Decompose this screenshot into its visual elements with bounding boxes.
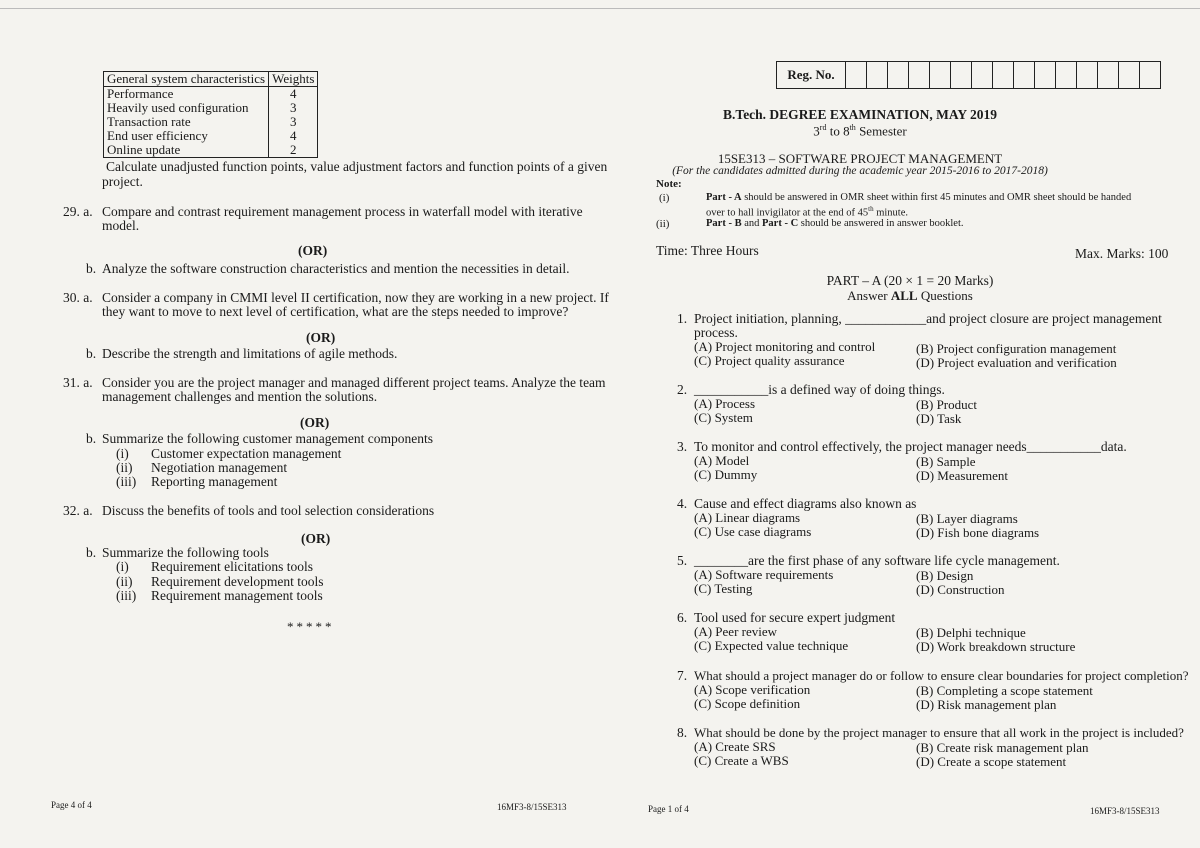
option-a: (A) Scope verification xyxy=(694,682,811,697)
option-b: (B) Project configuration management xyxy=(916,341,1117,356)
table-cell: Heavily used configuration xyxy=(104,101,269,115)
q30a-number: 30. a. xyxy=(63,290,93,305)
question-text: Tool used for secure expert judgment xyxy=(694,610,896,625)
question-number: 2. xyxy=(677,382,688,397)
note-number: (ii) xyxy=(656,218,670,230)
table-row xyxy=(104,87,318,102)
list-item-number: (ii) xyxy=(116,460,133,475)
list-item-number: (iii) xyxy=(116,588,137,603)
table-row xyxy=(104,129,318,143)
note-label: Note: xyxy=(656,178,682,190)
option-c: (C) Testing xyxy=(694,581,753,596)
option-c: (C) Use case diagrams xyxy=(694,524,812,539)
q31a-text: Consider you are the project manager and managed different project teams. Analyze the team xyxy=(102,375,606,390)
option-d: (D) Project evaluation and verification xyxy=(916,355,1117,370)
reg-no-cell xyxy=(1035,62,1056,88)
option-c: (C) Expected value technique xyxy=(694,638,849,653)
question-text: To monitor and control effectively, the project manager needs___________data. xyxy=(694,439,1127,454)
option-c: (C) System xyxy=(694,410,753,425)
question-number: 7. xyxy=(677,668,688,683)
table-cell: Online update xyxy=(104,143,269,158)
footer-code: 16MF3-8/15SE313 xyxy=(497,802,567,812)
list-item: Requirement development tools xyxy=(151,574,324,589)
q29a-number: 29. a. xyxy=(63,204,93,219)
q29a-text: Compare and contrast requirement management process in waterfall model with iterative xyxy=(102,204,583,219)
table-cell: 3 xyxy=(269,101,318,115)
question-text: What should a project manager do or follow to ensure clear boundaries for project completion? xyxy=(694,668,1189,683)
q28-text-cont: project. xyxy=(102,174,143,189)
q31b-number: b. xyxy=(86,431,97,446)
table-row xyxy=(104,101,318,115)
table-cell: 4 xyxy=(269,129,318,143)
table-cell: Transaction rate xyxy=(104,115,269,129)
note-text-cont: over to hall invigilator at the end of 45th minute. xyxy=(706,205,908,219)
q31a-text-cont: management challenges and mention the solutions. xyxy=(102,389,378,404)
option-b: (B) Design xyxy=(916,568,974,583)
note-text: Part - A should be answered in OMR sheet within first 45 minutes and OMR sheet should be handed xyxy=(706,192,1132,203)
table-row xyxy=(104,115,318,129)
reg-no-box xyxy=(776,61,1161,89)
course-title: 15SE313 – SOFTWARE PROJECT MANAGEMENT xyxy=(717,151,1003,166)
q32a-number: 32. a. xyxy=(63,503,93,518)
question-number: 3. xyxy=(677,439,688,454)
list-item: Negotiation management xyxy=(151,460,288,475)
option-b: (B) Delphi technique xyxy=(916,625,1026,640)
q30b-text: Describe the strength and limitations of agile methods. xyxy=(102,346,398,361)
list-item: Customer expectation management xyxy=(151,446,342,461)
reg-no-cell xyxy=(1056,62,1077,88)
table-header-row xyxy=(104,72,318,87)
option-a: (A) Project monitoring and control xyxy=(694,339,876,354)
list-item: Requirement elicitations tools xyxy=(151,559,313,574)
reg-no-cell xyxy=(1140,62,1160,88)
option-c: (C) Project quality assurance xyxy=(694,353,845,368)
question-text-cont: process. xyxy=(694,325,738,340)
reg-no-cell xyxy=(993,62,1014,88)
option-c: (C) Scope definition xyxy=(694,696,801,711)
option-b: (B) Layer diagrams xyxy=(916,511,1018,526)
q29b-number: b. xyxy=(86,261,97,276)
reg-no-cell xyxy=(867,62,888,88)
reg-no-cell xyxy=(972,62,993,88)
list-item-number: (i) xyxy=(116,446,129,461)
question-number: 8. xyxy=(677,725,688,740)
question-text: Project initiation, planning, ____________and project closure are project management xyxy=(694,311,1162,326)
question-text: Cause and effect diagrams also known as xyxy=(694,496,917,511)
question-number: 4. xyxy=(677,496,688,511)
footer-page-number: Page 1 of 4 xyxy=(648,804,689,814)
option-b: (B) Completing a scope statement xyxy=(916,683,1093,698)
question-number: 6. xyxy=(677,610,688,625)
reg-no-label: Reg. No. xyxy=(777,62,846,88)
option-d: (D) Work breakdown structure xyxy=(916,639,1076,654)
option-d: (D) Construction xyxy=(916,582,1005,597)
q32a-text: Discuss the benefits of tools and tool selection considerations xyxy=(102,503,435,518)
footer-page-number: Page 4 of 4 xyxy=(51,800,92,810)
option-d: (D) Task xyxy=(916,411,962,426)
admission-note: (For the candidates admitted during the academic year 2015-2016 to 2017-2018) xyxy=(672,165,1048,177)
question-number: 1. xyxy=(677,311,688,326)
option-c: (C) Create a WBS xyxy=(694,753,789,768)
option-b: (B) Create risk management plan xyxy=(916,740,1089,755)
q31b-text: Summarize the following customer management components xyxy=(102,431,434,446)
table-row xyxy=(104,143,318,158)
reg-no-cell xyxy=(1014,62,1035,88)
answer-all-instruction: Answer ALL Questions xyxy=(847,288,973,303)
time-label: Time: Three Hours xyxy=(656,243,759,258)
table-cell: End user efficiency xyxy=(104,129,269,143)
note-text: Part - B and Part - C should be answered in answer booklet. xyxy=(706,218,964,229)
q31a-number: 31. a. xyxy=(63,375,93,390)
option-c: (C) Dummy xyxy=(694,467,758,482)
question-text: ________are the first phase of any software life cycle management. xyxy=(694,553,1060,568)
q28-text: Calculate unadjusted function points, value adjustment factors and function points of a given xyxy=(106,159,608,174)
option-a: (A) Linear diagrams xyxy=(694,510,801,525)
or-label: (OR) xyxy=(306,330,336,345)
list-item-number: (ii) xyxy=(116,574,133,589)
option-a: (A) Process xyxy=(694,396,756,411)
option-d: (D) Create a scope statement xyxy=(916,754,1067,769)
question-number: 5. xyxy=(677,553,688,568)
table-cell: 2 xyxy=(269,143,318,158)
q30a-text-cont: they want to move to next level of certification, what are the steps needed to improve? xyxy=(102,304,569,319)
reg-no-cell xyxy=(909,62,930,88)
table-cell: 4 xyxy=(269,87,318,102)
option-a: (A) Software requirements xyxy=(694,567,834,582)
list-item-number: (i) xyxy=(116,559,129,574)
q32b-text: Summarize the following tools xyxy=(102,545,269,560)
note-number: (i) xyxy=(659,192,670,204)
option-b: (B) Sample xyxy=(916,454,976,469)
option-a: (A) Create SRS xyxy=(694,739,776,754)
table-cell: 3 xyxy=(269,115,318,129)
option-d: (D) Fish bone diagrams xyxy=(916,525,1040,540)
q30a-text: Consider a company in CMMI level II certification, now they are working in a new project. If xyxy=(102,290,609,305)
option-d: (D) Risk management plan xyxy=(916,697,1057,712)
question-text: What should be done by the project manager to ensure that all work in the project is included? xyxy=(694,725,1184,740)
or-label: (OR) xyxy=(298,243,328,258)
q29b-text: Analyze the software construction characteristics and mention the necessities in detail. xyxy=(102,261,570,276)
q32b-number: b. xyxy=(86,545,97,560)
option-b: (B) Product xyxy=(916,397,978,412)
list-item: Requirement management tools xyxy=(151,588,323,603)
or-label: (OR) xyxy=(301,531,331,546)
reg-no-cell xyxy=(888,62,909,88)
option-a: (A) Model xyxy=(694,453,750,468)
reg-no-cell xyxy=(1077,62,1098,88)
semester: 3rd to 8th Semester xyxy=(813,123,907,139)
reg-no-cell xyxy=(1098,62,1119,88)
exam-title: B.Tech. DEGREE EXAMINATION, MAY 2019 xyxy=(723,107,997,122)
question-text: ___________is a defined way of doing things. xyxy=(694,382,945,397)
table-cell: Performance xyxy=(104,87,269,102)
gsc-weights-table xyxy=(103,71,318,158)
end-stars: ***** xyxy=(287,619,335,634)
reg-no-cell xyxy=(930,62,951,88)
reg-no-cell xyxy=(846,62,867,88)
table-header-cell: General system characteristics xyxy=(104,72,269,87)
q29a-text-cont: model. xyxy=(102,218,140,233)
reg-no-cell xyxy=(1119,62,1140,88)
max-marks: Max. Marks: 100 xyxy=(1075,246,1169,261)
reg-no-cell xyxy=(951,62,972,88)
footer-code: 16MF3-8/15SE313 xyxy=(1090,806,1160,816)
q30b-number: b. xyxy=(86,346,97,361)
option-d: (D) Measurement xyxy=(916,468,1009,483)
table-header-cell: Weights xyxy=(269,72,318,87)
list-item-number: (iii) xyxy=(116,474,137,489)
list-item: Reporting management xyxy=(151,474,278,489)
part-a-heading: PART – A (20 × 1 = 20 Marks) xyxy=(826,273,994,288)
option-a: (A) Peer review xyxy=(694,624,778,639)
or-label: (OR) xyxy=(300,415,330,430)
